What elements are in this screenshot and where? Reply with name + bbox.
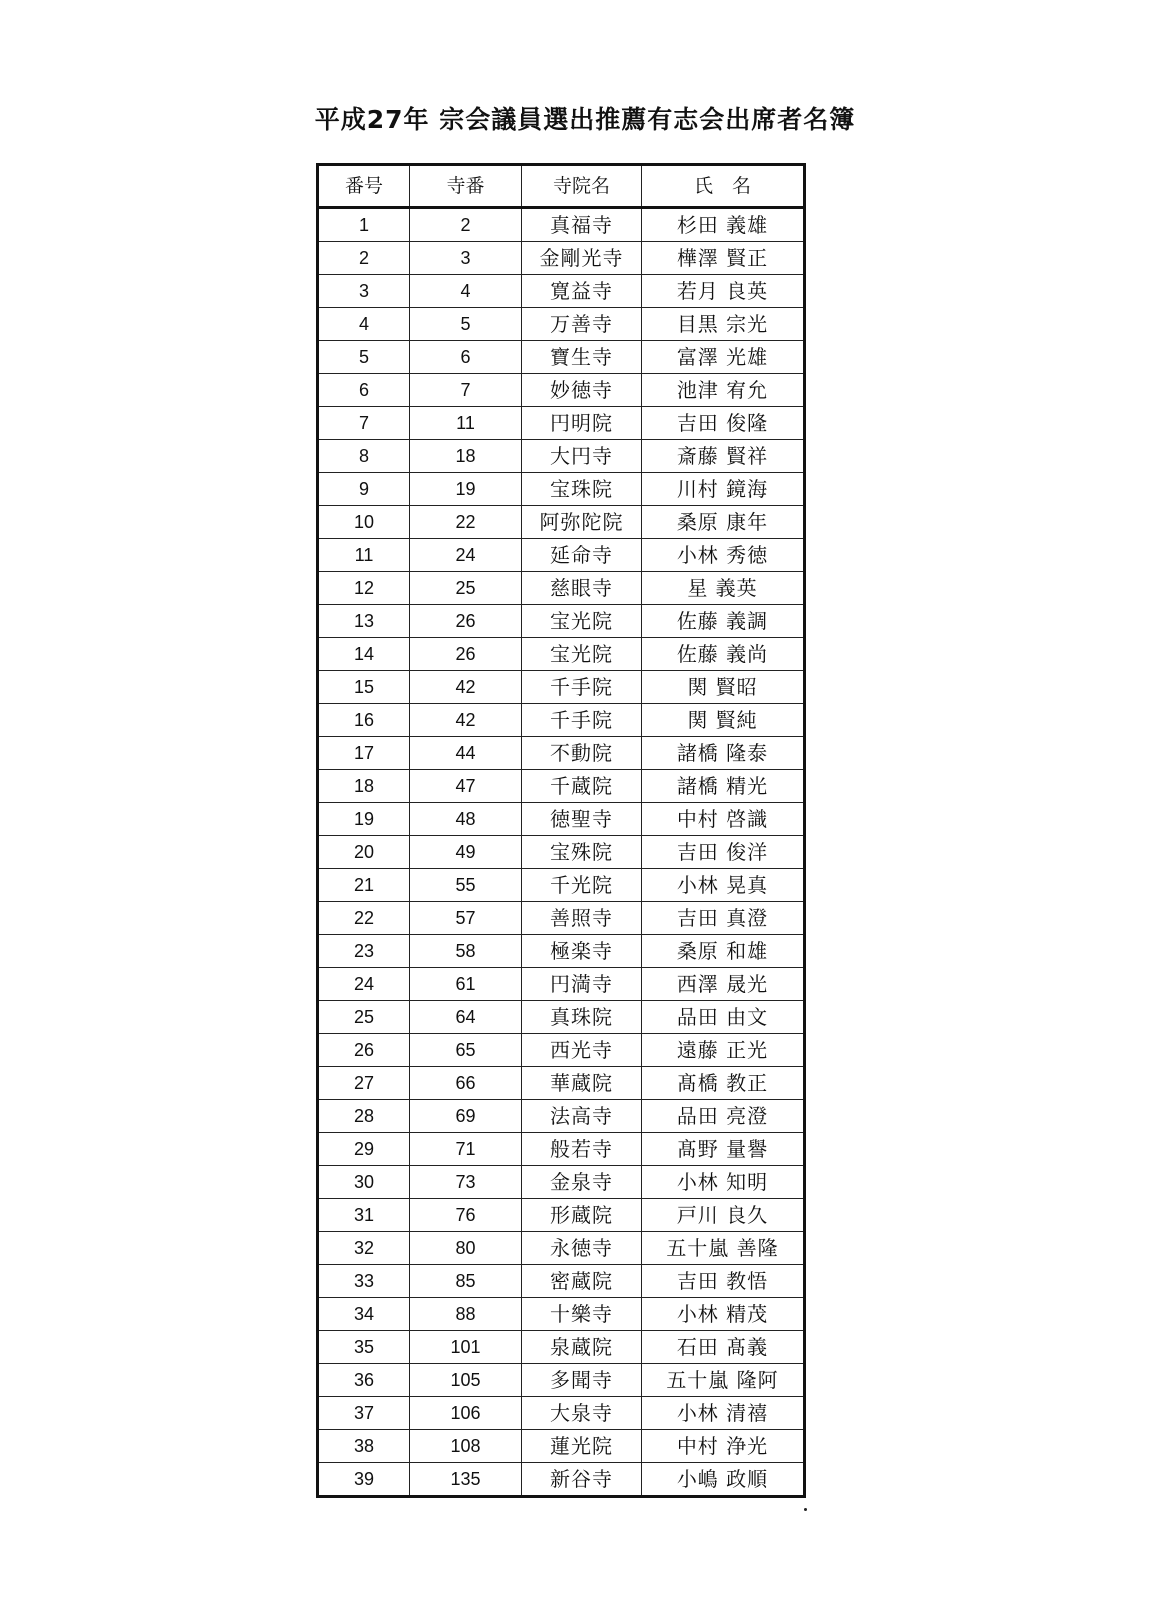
cell-temple-number: 101	[410, 1331, 522, 1364]
cell-person-name: 品田 亮澄	[642, 1100, 805, 1133]
cell-temple-name: 金泉寺	[522, 1166, 642, 1199]
table-row	[318, 1199, 805, 1232]
table-row	[318, 539, 805, 572]
table-body	[318, 208, 805, 1497]
cell-person-name: 品田 由文	[642, 1001, 805, 1034]
cell-person-name: 小林 知明	[642, 1166, 805, 1199]
cell-number: 35	[318, 1331, 410, 1364]
cell-temple-name: 密蔵院	[522, 1265, 642, 1298]
cell-number: 28	[318, 1100, 410, 1133]
table-row	[318, 1397, 805, 1430]
table-row	[318, 1001, 805, 1034]
cell-temple-name: 泉蔵院	[522, 1331, 642, 1364]
table-row	[318, 1133, 805, 1166]
cell-temple-name: 徳聖寺	[522, 803, 642, 836]
cell-temple-number: 61	[410, 968, 522, 1001]
table-row	[318, 869, 805, 902]
header-temple-name: 寺院名	[522, 165, 642, 208]
table-row	[318, 1298, 805, 1331]
cell-number: 37	[318, 1397, 410, 1430]
cell-temple-number: 108	[410, 1430, 522, 1463]
cell-temple-name: 千手院	[522, 671, 642, 704]
cell-person-name: 小林 清禧	[642, 1397, 805, 1430]
header-temple-number: 寺番	[410, 165, 522, 208]
cell-person-name: 小林 秀徳	[642, 539, 805, 572]
cell-temple-number: 105	[410, 1364, 522, 1397]
cell-temple-number: 65	[410, 1034, 522, 1067]
cell-number: 26	[318, 1034, 410, 1067]
table-row	[318, 1331, 805, 1364]
cell-person-name: 吉田 真澄	[642, 902, 805, 935]
table-row	[318, 1067, 805, 1100]
cell-temple-number: 135	[410, 1463, 522, 1497]
table-row	[318, 208, 805, 242]
cell-person-name: 佐藤 義調	[642, 605, 805, 638]
cell-number: 6	[318, 374, 410, 407]
table-row	[318, 770, 805, 803]
cell-temple-number: 2	[410, 208, 522, 242]
cell-person-name: 遠藤 正光	[642, 1034, 805, 1067]
cell-person-name: 川村 鏡海	[642, 473, 805, 506]
cell-number: 18	[318, 770, 410, 803]
cell-temple-name: 宝光院	[522, 605, 642, 638]
table-row	[318, 1364, 805, 1397]
cell-temple-name: 大円寺	[522, 440, 642, 473]
cell-temple-name: 形蔵院	[522, 1199, 642, 1232]
cell-number: 29	[318, 1133, 410, 1166]
cell-person-name: 小林 精茂	[642, 1298, 805, 1331]
cell-number: 5	[318, 341, 410, 374]
cell-person-name: 桑原 和雄	[642, 935, 805, 968]
cell-number: 14	[318, 638, 410, 671]
cell-number: 4	[318, 308, 410, 341]
cell-number: 11	[318, 539, 410, 572]
cell-temple-name: 不動院	[522, 737, 642, 770]
cell-number: 32	[318, 1232, 410, 1265]
cell-temple-number: 47	[410, 770, 522, 803]
table-row	[318, 341, 805, 374]
table-row	[318, 671, 805, 704]
cell-person-name: 樺澤 賢正	[642, 242, 805, 275]
cell-person-name: 諸橋 精光	[642, 770, 805, 803]
cell-number: 10	[318, 506, 410, 539]
attendee-table	[316, 163, 806, 1498]
table-row	[318, 440, 805, 473]
cell-temple-number: 6	[410, 341, 522, 374]
cell-temple-number: 88	[410, 1298, 522, 1331]
cell-person-name: 五十嵐 隆阿	[642, 1364, 805, 1397]
cell-temple-name: 新谷寺	[522, 1463, 642, 1497]
cell-number: 12	[318, 572, 410, 605]
cell-person-name: 佐藤 義尚	[642, 638, 805, 671]
cell-person-name: 杉田 義雄	[642, 208, 805, 242]
cell-temple-number: 42	[410, 704, 522, 737]
cell-number: 36	[318, 1364, 410, 1397]
page-title: 平成27年 宗会議員選出推薦有志会出席者名簿	[314, 105, 856, 134]
cell-temple-name: 真珠院	[522, 1001, 642, 1034]
cell-temple-name: 宝殊院	[522, 836, 642, 869]
cell-person-name: 五十嵐 善隆	[642, 1232, 805, 1265]
cell-temple-number: 18	[410, 440, 522, 473]
cell-temple-number: 57	[410, 902, 522, 935]
cell-temple-name: 多聞寺	[522, 1364, 642, 1397]
cell-temple-number: 55	[410, 869, 522, 902]
cell-number: 7	[318, 407, 410, 440]
cell-person-name: 桑原 康年	[642, 506, 805, 539]
cell-temple-name: 華蔵院	[522, 1067, 642, 1100]
header-person-name: 氏 名	[642, 165, 805, 208]
cell-person-name: 西澤 晟光	[642, 968, 805, 1001]
cell-number: 15	[318, 671, 410, 704]
cell-temple-number: 49	[410, 836, 522, 869]
cell-temple-number: 3	[410, 242, 522, 275]
cell-temple-number: 25	[410, 572, 522, 605]
cell-temple-name: 寛益寺	[522, 275, 642, 308]
cell-number: 8	[318, 440, 410, 473]
cell-person-name: 小嶋 政順	[642, 1463, 805, 1497]
cell-person-name: 吉田 教悟	[642, 1265, 805, 1298]
table-row	[318, 836, 805, 869]
table-row	[318, 473, 805, 506]
cell-number: 9	[318, 473, 410, 506]
cell-temple-name: 万善寺	[522, 308, 642, 341]
cell-person-name: 石田 髙義	[642, 1331, 805, 1364]
cell-person-name: 関 賢純	[642, 704, 805, 737]
cell-number: 24	[318, 968, 410, 1001]
cell-number: 13	[318, 605, 410, 638]
cell-temple-name: 永徳寺	[522, 1232, 642, 1265]
cell-person-name: 若月 良英	[642, 275, 805, 308]
table-row	[318, 968, 805, 1001]
cell-temple-name: 蓮光院	[522, 1430, 642, 1463]
cell-temple-number: 42	[410, 671, 522, 704]
cell-number: 1	[318, 208, 410, 242]
table-row	[318, 1463, 805, 1497]
table-row	[318, 1265, 805, 1298]
cell-temple-number: 106	[410, 1397, 522, 1430]
table-row	[318, 407, 805, 440]
cell-number: 3	[318, 275, 410, 308]
table-row	[318, 1430, 805, 1463]
cell-temple-name: 寶生寺	[522, 341, 642, 374]
cell-temple-name: 金剛光寺	[522, 242, 642, 275]
cell-temple-name: 円満寺	[522, 968, 642, 1001]
cell-temple-number: 71	[410, 1133, 522, 1166]
stray-mark	[804, 1508, 807, 1511]
cell-temple-name: 慈眼寺	[522, 572, 642, 605]
cell-number: 33	[318, 1265, 410, 1298]
cell-temple-name: 宝珠院	[522, 473, 642, 506]
cell-person-name: 小林 晃真	[642, 869, 805, 902]
cell-number: 2	[318, 242, 410, 275]
cell-temple-name: 宝光院	[522, 638, 642, 671]
cell-number: 17	[318, 737, 410, 770]
cell-number: 34	[318, 1298, 410, 1331]
cell-temple-number: 66	[410, 1067, 522, 1100]
table-row	[318, 242, 805, 275]
header-number: 番号	[318, 165, 410, 208]
cell-temple-number: 44	[410, 737, 522, 770]
cell-person-name: 戸川 良久	[642, 1199, 805, 1232]
cell-number: 22	[318, 902, 410, 935]
cell-temple-number: 69	[410, 1100, 522, 1133]
cell-person-name: 池津 宥允	[642, 374, 805, 407]
cell-number: 23	[318, 935, 410, 968]
cell-temple-name: 善照寺	[522, 902, 642, 935]
cell-person-name: 中村 啓識	[642, 803, 805, 836]
cell-temple-name: 法高寺	[522, 1100, 642, 1133]
table-row	[318, 605, 805, 638]
cell-temple-number: 26	[410, 638, 522, 671]
table-row	[318, 1232, 805, 1265]
cell-temple-name: 千手院	[522, 704, 642, 737]
cell-temple-name: 十樂寺	[522, 1298, 642, 1331]
cell-number: 16	[318, 704, 410, 737]
cell-temple-number: 24	[410, 539, 522, 572]
cell-person-name: 諸橋 隆泰	[642, 737, 805, 770]
cell-temple-number: 58	[410, 935, 522, 968]
cell-number: 21	[318, 869, 410, 902]
cell-temple-name: 妙徳寺	[522, 374, 642, 407]
table-header	[318, 165, 805, 208]
cell-number: 38	[318, 1430, 410, 1463]
cell-temple-name: 円明院	[522, 407, 642, 440]
cell-person-name: 髙野 量譽	[642, 1133, 805, 1166]
cell-temple-number: 11	[410, 407, 522, 440]
cell-temple-number: 7	[410, 374, 522, 407]
table-row	[318, 704, 805, 737]
cell-temple-name: 阿弥陀院	[522, 506, 642, 539]
table-row	[318, 572, 805, 605]
cell-number: 19	[318, 803, 410, 836]
cell-person-name: 星 義英	[642, 572, 805, 605]
cell-temple-name: 千光院	[522, 869, 642, 902]
table-row	[318, 308, 805, 341]
cell-person-name: 髙橋 教正	[642, 1067, 805, 1100]
cell-number: 25	[318, 1001, 410, 1034]
cell-temple-number: 64	[410, 1001, 522, 1034]
cell-number: 20	[318, 836, 410, 869]
cell-temple-name: 般若寺	[522, 1133, 642, 1166]
table-row	[318, 374, 805, 407]
cell-temple-name: 大泉寺	[522, 1397, 642, 1430]
cell-temple-number: 19	[410, 473, 522, 506]
header-row	[318, 165, 805, 208]
table-row	[318, 737, 805, 770]
cell-temple-name: 千蔵院	[522, 770, 642, 803]
table-row	[318, 1166, 805, 1199]
cell-person-name: 関 賢昭	[642, 671, 805, 704]
table-row	[318, 935, 805, 968]
cell-person-name: 斎藤 賢祥	[642, 440, 805, 473]
table-row	[318, 638, 805, 671]
table-row	[318, 1034, 805, 1067]
cell-number: 30	[318, 1166, 410, 1199]
cell-temple-number: 26	[410, 605, 522, 638]
cell-temple-name: 西光寺	[522, 1034, 642, 1067]
cell-temple-number: 80	[410, 1232, 522, 1265]
cell-temple-number: 48	[410, 803, 522, 836]
cell-temple-number: 5	[410, 308, 522, 341]
cell-temple-number: 76	[410, 1199, 522, 1232]
cell-number: 31	[318, 1199, 410, 1232]
cell-person-name: 吉田 俊洋	[642, 836, 805, 869]
table-row	[318, 506, 805, 539]
cell-temple-name: 延命寺	[522, 539, 642, 572]
table-row	[318, 902, 805, 935]
table-row	[318, 803, 805, 836]
cell-person-name: 吉田 俊隆	[642, 407, 805, 440]
cell-person-name: 中村 浄光	[642, 1430, 805, 1463]
cell-temple-number: 22	[410, 506, 522, 539]
cell-number: 39	[318, 1463, 410, 1497]
cell-temple-number: 4	[410, 275, 522, 308]
table-row	[318, 1100, 805, 1133]
cell-number: 27	[318, 1067, 410, 1100]
cell-temple-number: 85	[410, 1265, 522, 1298]
cell-temple-number: 73	[410, 1166, 522, 1199]
cell-temple-name: 真福寺	[522, 208, 642, 242]
table-row	[318, 275, 805, 308]
cell-person-name: 富澤 光雄	[642, 341, 805, 374]
cell-person-name: 目黒 宗光	[642, 308, 805, 341]
cell-temple-name: 極楽寺	[522, 935, 642, 968]
